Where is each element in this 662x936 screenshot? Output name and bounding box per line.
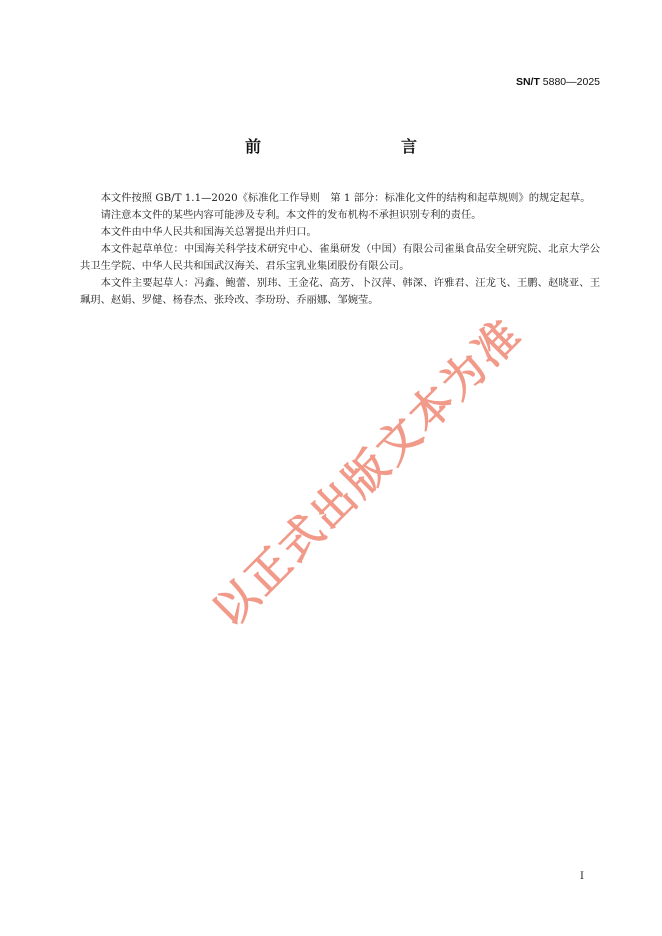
- paragraph-drafting-rules: 本文件按照 GB/T 1.1—2020《标准化工作导则 第 1 部分：标准化文件的结构和起草规则》的规定起草。: [100, 192, 591, 204]
- foreword-title: 前 言: [244, 137, 453, 156]
- page-number: I: [580, 871, 584, 882]
- foreword-body: [80, 190, 600, 309]
- paragraph-drafters: 本文件主要起草人：冯鑫、鲍蕾、别玮、王金花、高芳、卜汉萍、韩深、许雅君、汪龙飞、王鹏、赵晓亚、王珮玥、赵娟、罗健、杨春杰、张玲改、李玢玢、乔丽娜、邹婉莹。: [80, 277, 600, 306]
- standard-code: [516, 76, 600, 88]
- paragraph-patent-notice: 请注意本文件的某些内容可能涉及专利。本文件的发布机构不承担识别专利的责任。: [100, 209, 482, 221]
- standard-code-number: 5880—2025: [542, 76, 600, 88]
- paragraph-proposer: 本文件由中华人民共和国海关总署提出并归口。: [100, 226, 317, 238]
- paragraph-drafting-units: 本文件起草单位：中国海关科学技术研究中心、雀巢研发（中国）有限公司雀巢食品安全研究院、北京大学公共卫生学院、中华人民共和国武汉海关、君乐宝乳业集团股份有限公司。: [80, 243, 600, 272]
- standard-code-prefix: SN/T: [515, 76, 540, 88]
- watermark-stamp: 以正式出版文本为准: [203, 308, 532, 637]
